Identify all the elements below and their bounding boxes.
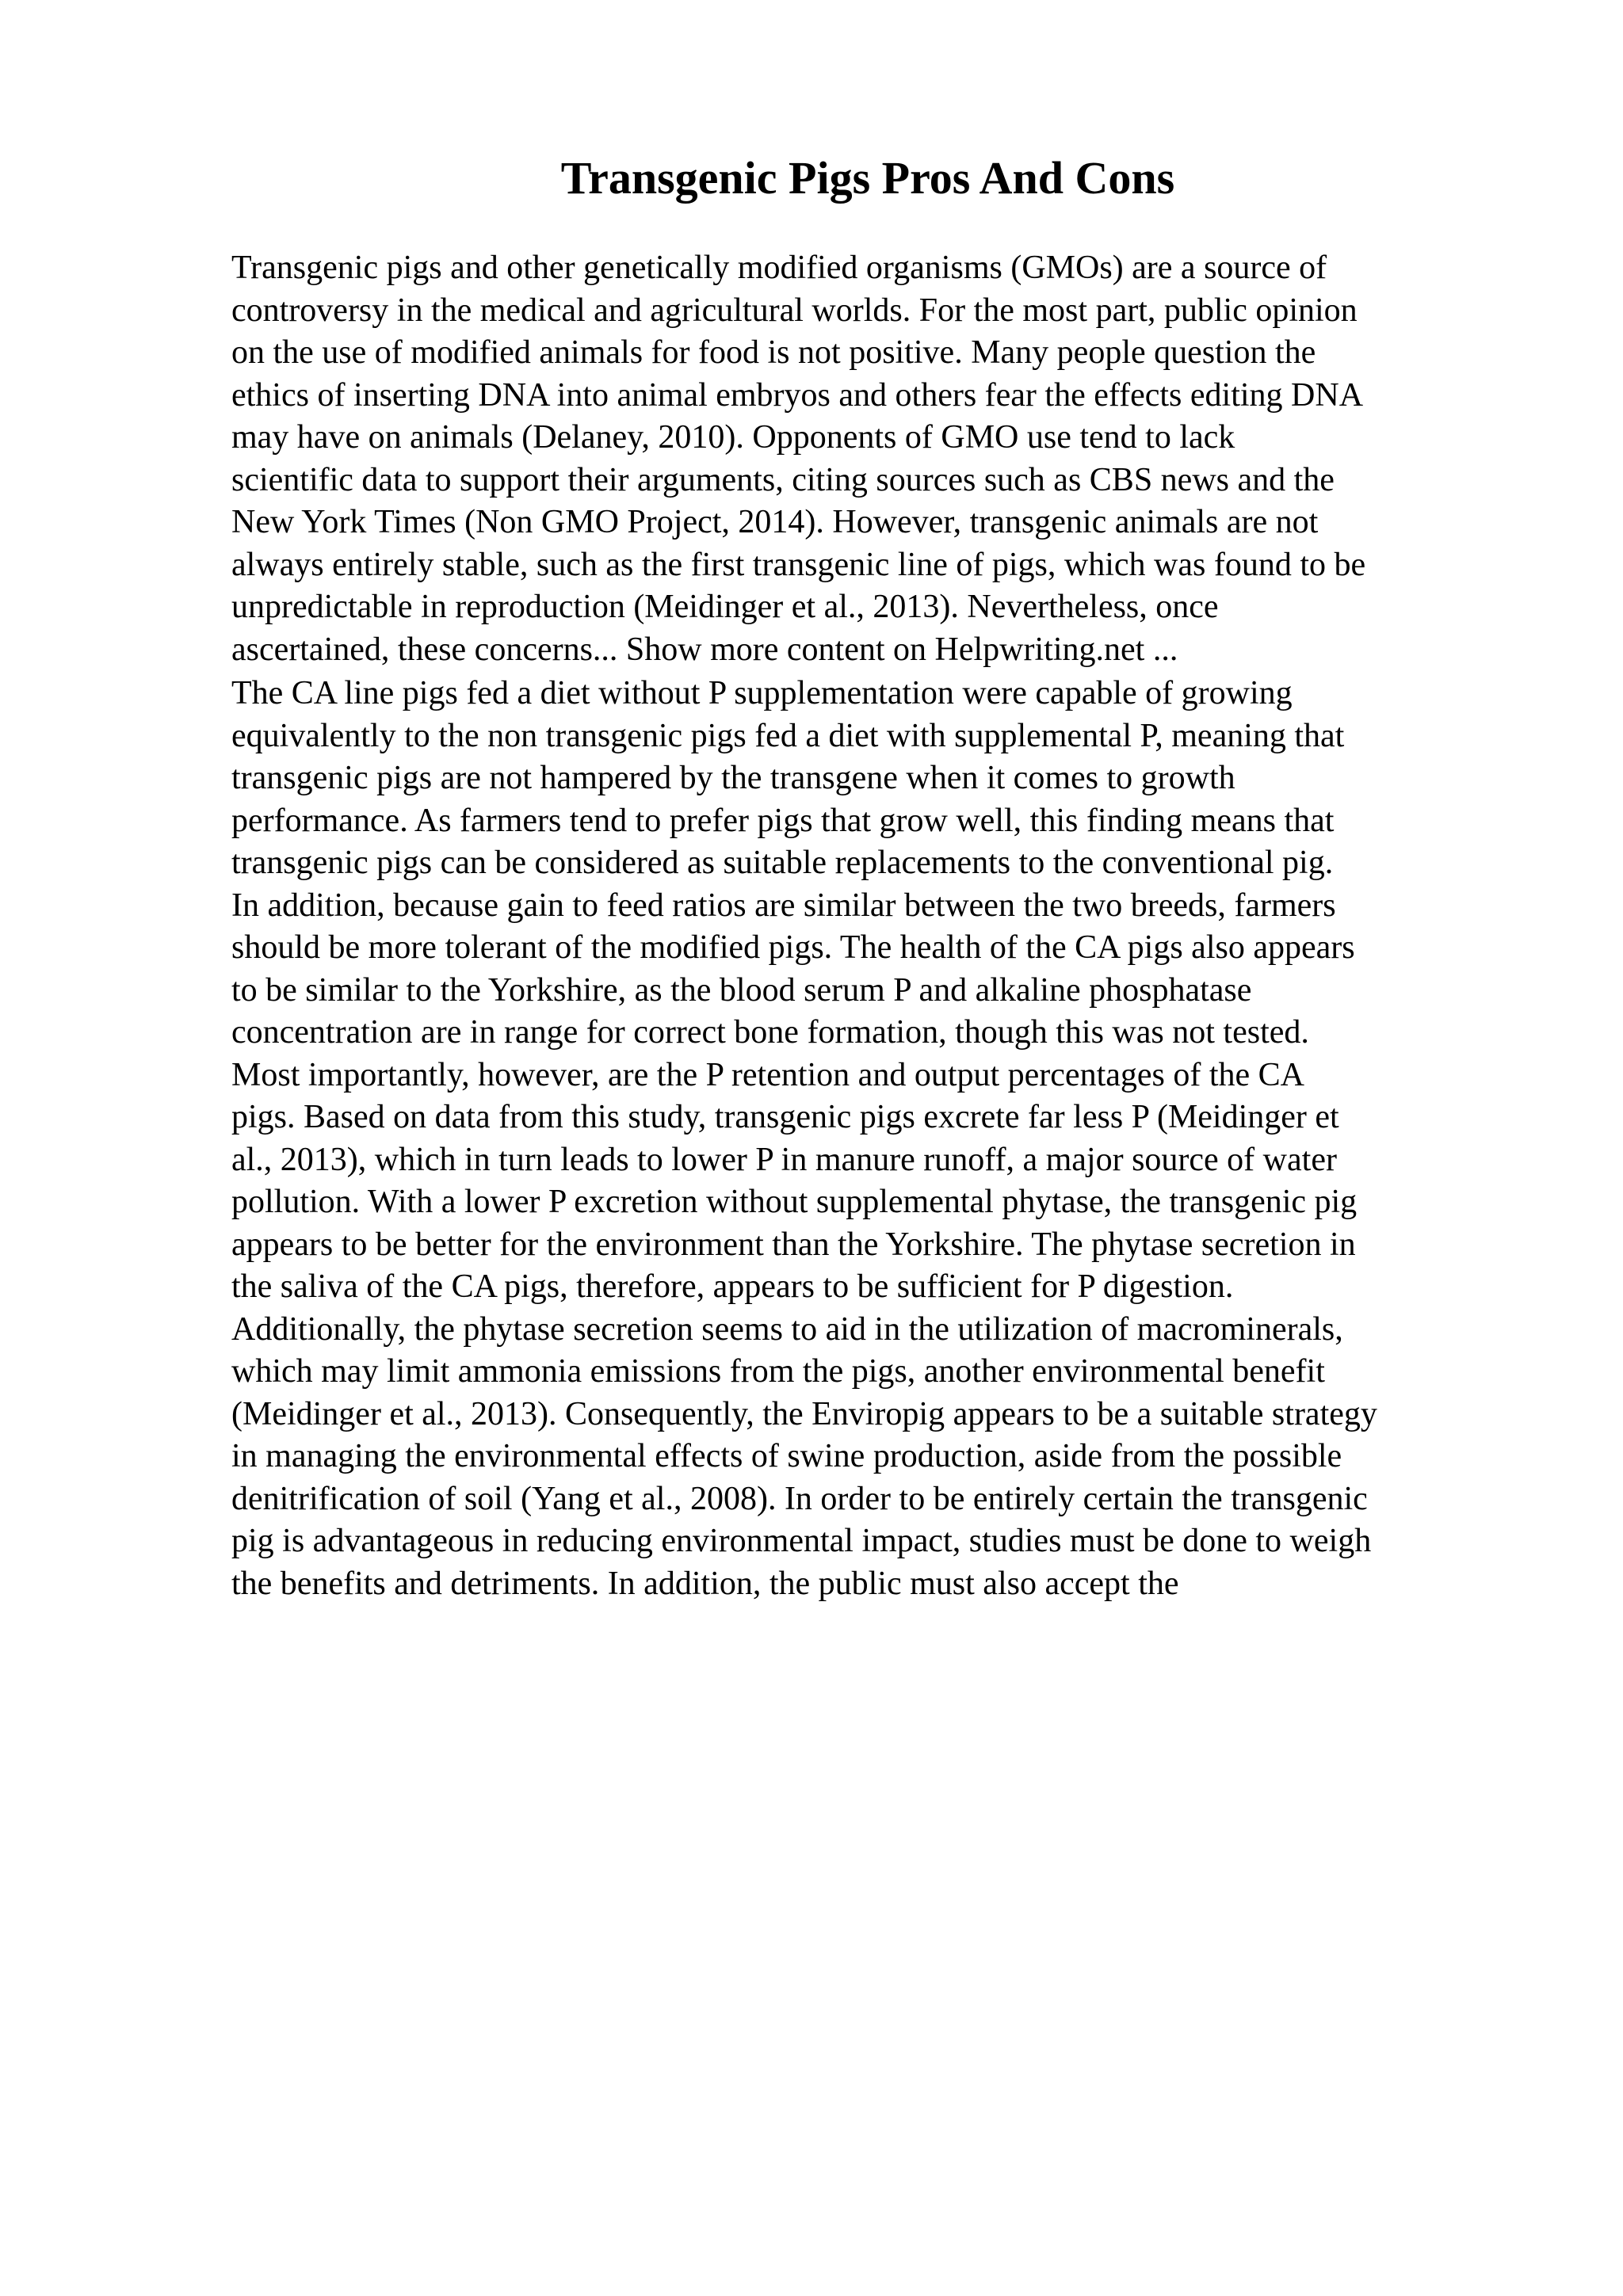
text-line: ethics of inserting DNA into animal embryos and others fear the effects editing DNA: [231, 376, 1364, 414]
text-line: pigs. Based on data from this study, transgenic pigs excrete far less P (Meidinger et: [231, 1099, 1339, 1135]
text-line: Transgenic pigs and other genetically modified organisms (GMOs) are a source of: [231, 250, 1327, 286]
text-line: controversy in the medical and agricultural worlds. For the most part, public opinion: [231, 292, 1358, 329]
text-line: (Meidinger et al., 2013). Consequently, the Enviropig appears to be a suitable strategy: [231, 1395, 1377, 1432]
text-line: the saliva of the CA pigs, therefore, appears to be sufficient for P digestion.: [231, 1268, 1234, 1305]
text-line: New York Times (Non GMO Project, 2014). However, transgenic animals are not: [231, 504, 1319, 540]
text-line: The CA line pigs fed a diet without P supplementation were capable of growing: [231, 675, 1293, 711]
text-line: pig is advantageous in reducing environmental impact, studies must be done to weigh: [231, 1523, 1372, 1559]
text-line: to be similar to the Yorkshire, as the blood serum P and alkaline phosphatase: [231, 971, 1252, 1009]
text-line: appears to be better for the environment than the Yorkshire. The phytase secretion in: [231, 1226, 1356, 1263]
text-line: pollution. With a lower P excretion without supplemental phytase, the transgenic pig: [231, 1184, 1358, 1220]
paragraph-body: [231, 673, 1594, 1605]
text-line: should be more tolerant of the modified pigs. The health of the CA pigs also appears: [231, 929, 1355, 966]
paragraph-intro: [231, 247, 1594, 671]
text-line: performance. As farmers tend to prefer pigs that grow well, this finding means that: [231, 802, 1335, 839]
text-line: equivalently to the non transgenic pigs fed a diet with supplemental P, meaning that: [231, 717, 1345, 754]
text-line: the benefits and detriments. In addition, the public must also accept the: [231, 1565, 1179, 1602]
text-line: always entirely stable, such as the first transgenic line of pigs, which was found to be: [231, 546, 1366, 583]
text-line: al., 2013), which in turn leads to lower P in manure runoff, a major source of water: [231, 1141, 1337, 1178]
text-line: Additionally, the phytase secretion seems to aid in the utilization of macrominerals,: [231, 1310, 1343, 1348]
text-line: which may limit ammonia emissions from the pigs, another environmental benefit: [231, 1353, 1325, 1390]
text-line: scientific data to support their arguments, citing sources such as CBS news and the: [231, 461, 1335, 498]
text-line: In addition, because gain to feed ratios are similar between the two breeds, farmers: [231, 887, 1336, 924]
text-line: ascertained, these concerns... Show more content on Helpwriting.net ...: [231, 631, 1178, 668]
text-line: unpredictable in reproduction (Meidinger et al., 2013). Nevertheless, once: [231, 589, 1219, 625]
text-line: in managing the environmental effects of swine production, aside from the possible: [231, 1438, 1342, 1474]
text-line: may have on animals (Delaney, 2010). Opponents of GMO use tend to lack: [231, 419, 1235, 456]
text-line: concentration are in range for correct bone formation, though this was not tested.: [231, 1014, 1309, 1051]
text-line: on the use of modified animals for food is not positive. Many people question the: [231, 334, 1316, 371]
page-title: Transgenic Pigs Pros And Cons: [560, 152, 1175, 204]
text-line: transgenic pigs can be considered as suitable replacements to the conventional pig.: [231, 845, 1334, 881]
text-line: denitrification of soil (Yang et al., 2008). In order to be entirely certain the transgenic: [231, 1480, 1368, 1517]
text-line: transgenic pigs are not hampered by the transgene when it comes to growth: [231, 760, 1235, 796]
text-line: Most importantly, however, are the P retention and output percentages of the CA: [231, 1056, 1305, 1093]
